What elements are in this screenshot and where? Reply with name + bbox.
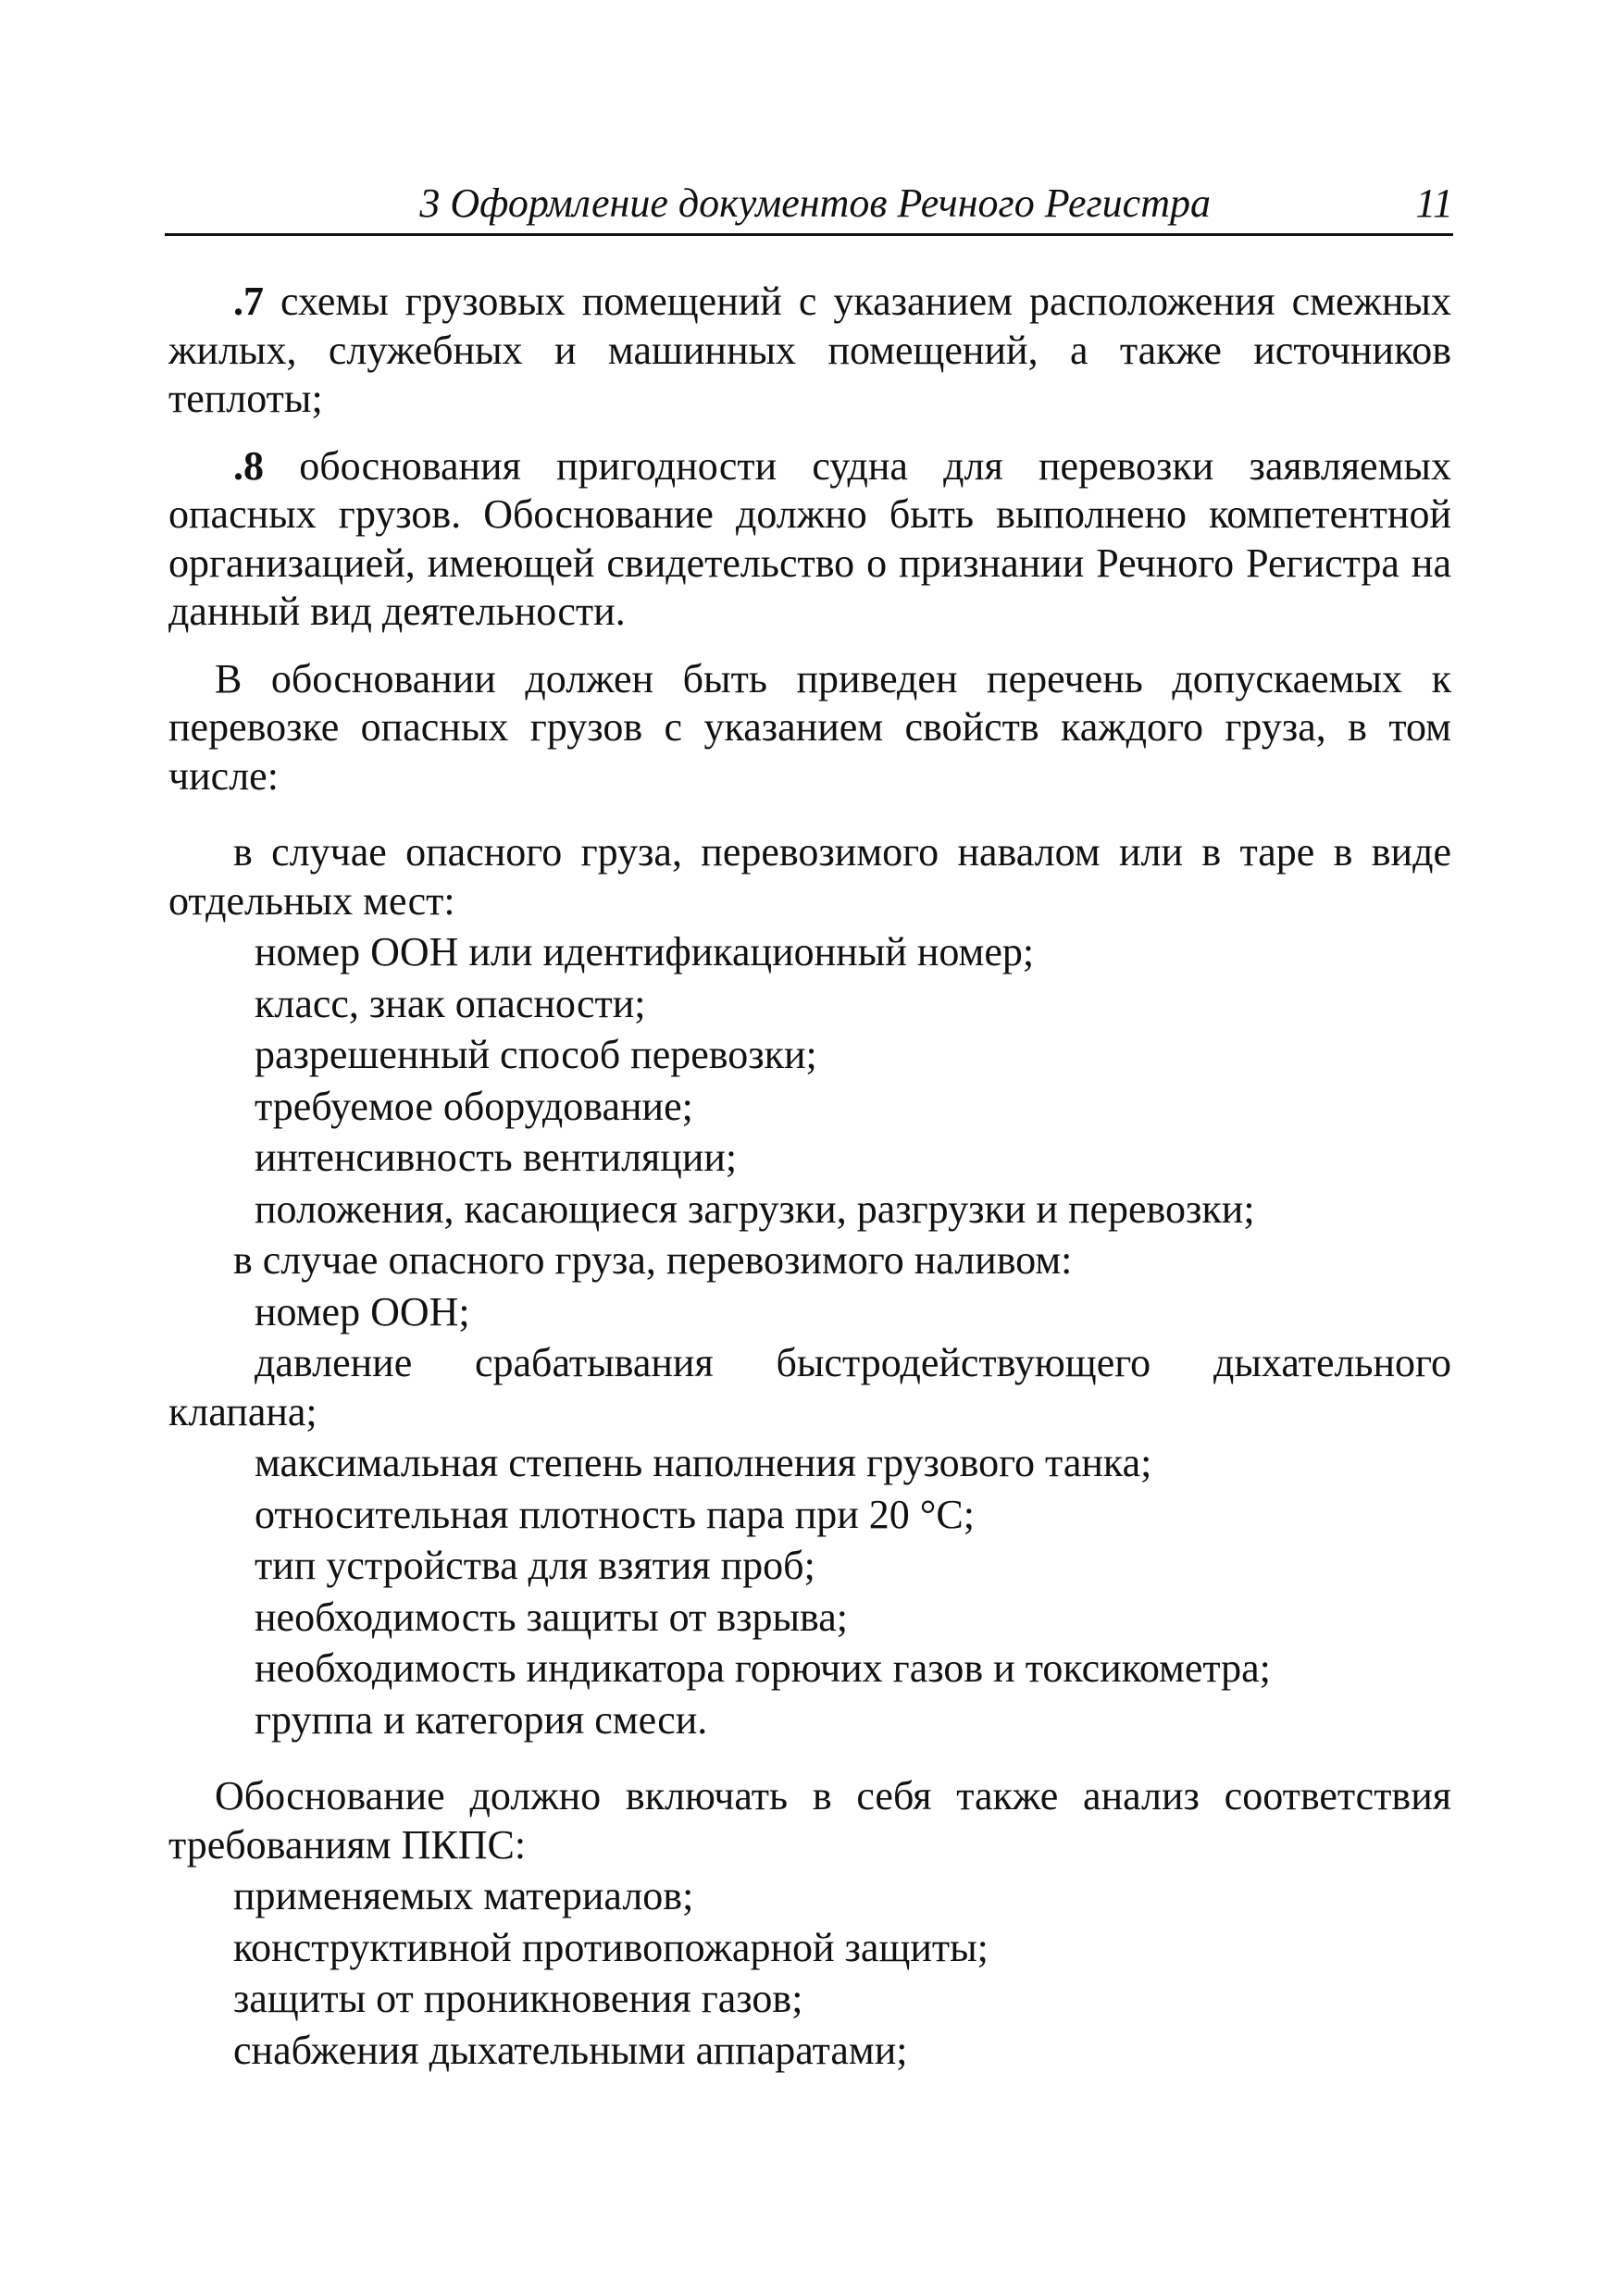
header-title: 3 Оформление документов Речного Регистра xyxy=(419,180,1211,226)
liquid-item: тип устройства для взятия проб; xyxy=(255,1543,815,1588)
liquid-item: необходимость индикатора горючих газов и токсикометра; xyxy=(255,1645,1271,1691)
case-liquid-paragraph: в случае опасного груза, перевозимого наливом: xyxy=(233,1237,1073,1283)
liquid-item: относительная плотность пара при 20 °С; xyxy=(255,1491,975,1537)
analysis-item: конструктивной противопожарной защиты; xyxy=(233,1924,989,1970)
item-8-number: .8 xyxy=(233,442,264,489)
item-7-number: .7 xyxy=(233,279,264,324)
bulk-item: интенсивность вентиляции; xyxy=(255,1135,738,1180)
analysis-item: снабжения дыхательными аппаратами; xyxy=(233,2027,908,2073)
bulk-item: требуемое оборудование; xyxy=(255,1083,693,1129)
bulk-item: положения, касающиеся загрузки, разгрузки и перевозки; xyxy=(255,1185,1255,1232)
running-header xyxy=(165,176,1453,236)
case-bulk-paragraph: в случае опасного груза, перевозимого навалом или в таре в виде отдельных мест: xyxy=(168,829,1451,924)
item-7 xyxy=(168,278,1451,424)
bulk-item: номер ООН или идентификационный номер; xyxy=(255,929,1035,974)
analysis-paragraph: Обоснование должно включать в себя также анализ соответствия требованиям ПКПС: xyxy=(168,1773,1451,1868)
bulk-item: разрешенный способ перевозки; xyxy=(255,1032,817,1077)
liquid-item: номер ООН; xyxy=(255,1288,470,1334)
liquid-item: необходимость защиты от взрыва; xyxy=(255,1594,848,1640)
intro-paragraph: В обосновании должен быть приведен перечень допускаемых к перевозке опасных грузов с указанием свойств каждого груза, в том числе: xyxy=(168,655,1451,799)
liquid-item-valve: давление срабатывания быстродействующего дыхательного клапана; xyxy=(168,1340,1451,1434)
liquid-item: максимальная степень наполнения грузового танка; xyxy=(255,1440,1152,1485)
page-number: 11 xyxy=(1415,180,1453,226)
page-body xyxy=(168,278,1451,2075)
bulk-item: класс, знак опасности; xyxy=(255,980,646,1026)
analysis-item: применяемых материалов; xyxy=(233,1873,694,1918)
item-8-text: обоснования пригодности судна для перевозки заявляемых опасных грузов. Обоснование должно быть выполнено компетентной организацией, имеющей свидетельство о признании Речного Регистра на данный вид деятельности. xyxy=(168,442,1451,634)
item-7-text: схемы грузовых помещений с указанием расположения смежных жилых, служебных и машинных помещений, а также источников теплоты; xyxy=(168,279,1451,421)
liquid-item: группа и категория смеси. xyxy=(255,1696,708,1743)
item-8 xyxy=(168,442,1451,637)
analysis-item: защиты от проникновения газов; xyxy=(233,1976,803,2021)
